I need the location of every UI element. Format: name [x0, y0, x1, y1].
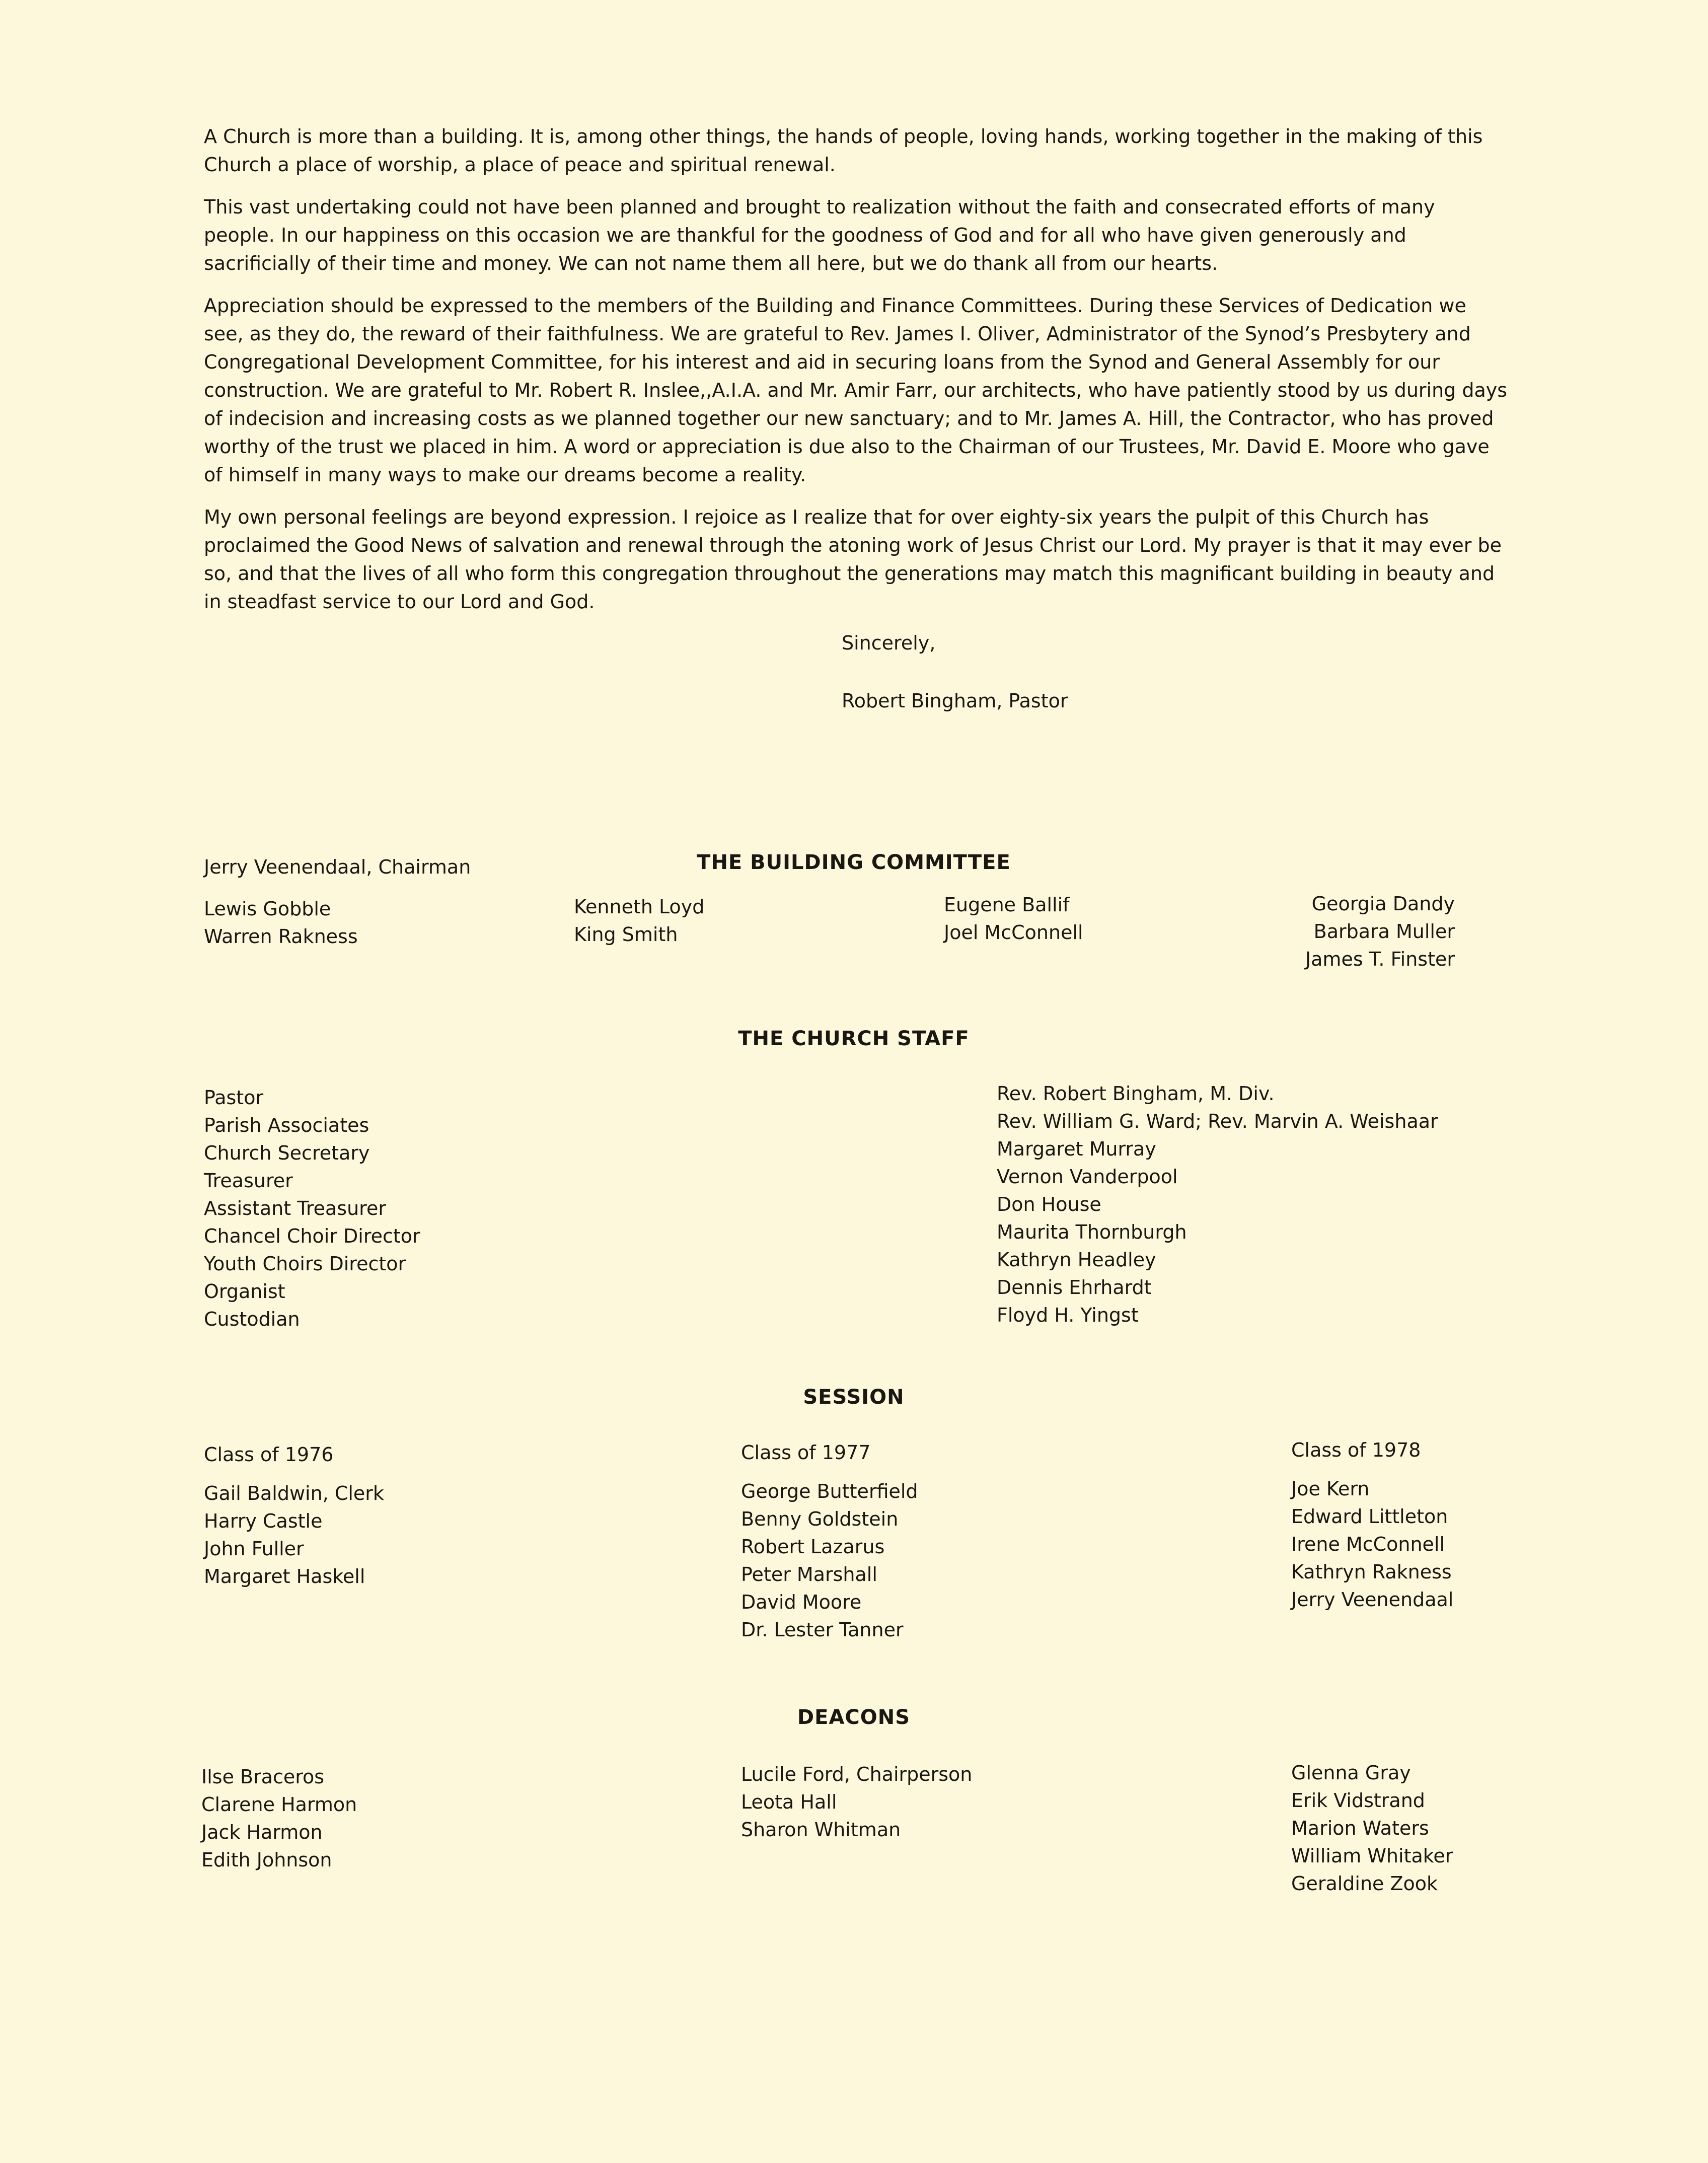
building-committee-column-3	[944, 891, 1083, 947]
deacon-name: Clarene Harmon	[201, 1793, 357, 1816]
staff-role: Organist	[204, 1280, 285, 1303]
church-staff-heading: THE CHURCH STAFF	[738, 1027, 970, 1050]
session-member: Gail Baldwin, Clerk	[204, 1482, 384, 1504]
staff-role: Chancel Choir Director	[204, 1225, 420, 1247]
session-member: Benny Goldstein	[741, 1508, 899, 1530]
committee-member: Barbara Muller	[1313, 920, 1455, 943]
committee-member: Georgia Dandy	[1311, 893, 1455, 915]
deacons-heading: DEACONS	[797, 1706, 911, 1729]
committee-member: Lewis Gobble	[204, 898, 331, 920]
committee-member: James T. Finster	[1305, 948, 1455, 970]
staff-name: Vernon Vanderpool	[997, 1166, 1178, 1188]
committee-member: Joel McConnell	[944, 921, 1083, 944]
deacon-name: Marion Waters	[1291, 1817, 1429, 1839]
staff-name: Rev. Robert Bingham, M. Div.	[997, 1083, 1275, 1105]
building-committee-column-2	[574, 893, 704, 949]
committee-member: Kenneth Loyd	[574, 896, 705, 918]
committee-member: King Smith	[574, 923, 678, 946]
staff-name: Floyd H. Yingst	[997, 1304, 1139, 1326]
staff-role: Church Secretary	[204, 1142, 370, 1164]
staff-name: Kathryn Headley	[997, 1249, 1156, 1271]
staff-role: Parish Associates	[204, 1114, 369, 1136]
session-member: Dr. Lester Tanner	[741, 1619, 904, 1641]
deacon-name: Sharon Whitman	[741, 1819, 901, 1841]
deacon-name: Geraldine Zook	[1291, 1872, 1438, 1895]
deacon-name: Glenna Gray	[1291, 1762, 1411, 1784]
deacon-name: Jack Harmon	[201, 1821, 323, 1843]
building-committee-chairman: Jerry Veenendaal, Chairman	[204, 856, 471, 878]
deacons-column-3	[1291, 1759, 1453, 1898]
letter-paragraph-1: A Church is more than a building. It is, among other things, the hands of people, loving hands, working together in the making of this Church a place of worship, a place of peace and spiritual renewal.	[204, 125, 1483, 176]
session-member: David Moore	[741, 1591, 862, 1613]
staff-name: Margaret Murray	[997, 1138, 1156, 1160]
building-committee-heading: THE BUILDING COMMITTEE	[697, 851, 1011, 874]
session-class-1976	[204, 1441, 384, 1591]
deacon-name: Leota Hall	[741, 1791, 837, 1813]
staff-role: Assistant Treasurer	[204, 1197, 386, 1219]
staff-name: Don House	[997, 1193, 1101, 1215]
staff-role: Custodian	[204, 1308, 300, 1330]
church-staff-roles	[204, 1084, 420, 1333]
session-member: Harry Castle	[204, 1510, 323, 1532]
class-title: Class of 1976	[204, 1444, 334, 1466]
letter-paragraph-2: This vast undertaking could not have been planned and brought to realization without the faith and consecrated efforts of many people. In our happiness on this occasion we are thankful for the goodness of God and for all who have given generously and sacrificially of their time and money. We can not name them all here, but we do thank all from our hearts.	[204, 196, 1435, 274]
staff-name: Dennis Ehrhardt	[997, 1276, 1152, 1299]
letter-signature: Robert Bingham, Pastor	[842, 690, 1068, 712]
session-member: Margaret Haskell	[204, 1565, 365, 1588]
staff-role: Youth Choirs Director	[204, 1253, 406, 1275]
letter-closing: Sincerely,	[842, 632, 936, 654]
session-member: Robert Lazarus	[741, 1536, 885, 1558]
deacon-name: William Whitaker	[1291, 1845, 1453, 1867]
deacons-column-1	[201, 1763, 357, 1874]
session-class-1978	[1291, 1436, 1453, 1614]
staff-role: Treasurer	[204, 1170, 293, 1192]
session-member: Kathryn Rakness	[1291, 1561, 1452, 1583]
committee-member: Warren Rakness	[204, 925, 358, 948]
session-member: Joe Kern	[1291, 1478, 1370, 1500]
session-heading: SESSION	[803, 1386, 905, 1409]
session-member: Edward Littleton	[1291, 1505, 1448, 1528]
session-member: John Fuller	[204, 1538, 304, 1560]
deacon-name: Edith Johnson	[201, 1849, 332, 1871]
staff-name: Rev. William G. Ward; Rev. Marvin A. Weishaar	[997, 1110, 1438, 1132]
committee-member: Eugene Ballif	[944, 894, 1070, 916]
deacon-name: Lucile Ford, Chairperson	[741, 1763, 973, 1785]
session-member: Jerry Veenendaal	[1291, 1589, 1454, 1611]
session-member: George Butterfield	[741, 1480, 918, 1502]
deacons-column-2	[741, 1761, 972, 1844]
building-committee-column-1	[204, 895, 358, 951]
session-member: Peter Marshall	[741, 1563, 877, 1585]
pastor-letter	[204, 122, 1508, 630]
deacon-name: Ilse Braceros	[201, 1766, 325, 1788]
session-member: Irene McConnell	[1291, 1533, 1445, 1555]
staff-role: Pastor	[204, 1087, 264, 1109]
class-title: Class of 1977	[741, 1441, 871, 1464]
deacon-name: Erik Vidstrand	[1291, 1789, 1425, 1812]
staff-name: Maurita Thornburgh	[997, 1221, 1187, 1243]
class-title: Class of 1978	[1291, 1439, 1421, 1461]
letter-paragraph-4: My own personal feelings are beyond expression. I rejoice as I realize that for over eighty-six years the pulpit of this Church has proclaimed the Good News of salvation and renewal through the atoning work of Jesus Christ our Lord. My prayer is that it may ever be so, and that the lives of all who form this congregation throughout the generations may match this magnificant building in beauty and in steadfast service to our Lord and God.	[204, 506, 1502, 613]
session-class-1977	[741, 1439, 918, 1644]
church-staff-names	[997, 1080, 1438, 1329]
building-committee-column-4	[1253, 890, 1455, 973]
letter-paragraph-3: Appreciation should be expressed to the members of the Building and Finance Committees. During these Services of Dedication we see, as they do, the reward of their faithfulness. We are grateful to Rev. James I. Oliver, Administrator of the Synod’s Presbytery and Congregational Development Committee, for his interest and aid in securing loans from the Synod and General Assembly for our construction. We are grateful to Mr. Robert R. Inslee,,A.I.A. and Mr. Amir Farr, our architects, who have patiently stood by us during days of indecision and increasing costs as we planned together our new sanctuary; and to Mr. James A. Hill, the Contractor, who has proved worthy of the trust we placed in him. A word or appreciation is due also to the Chairman of our Trustees, Mr. David E. Moore who gave of himself in many ways to make our dreams become a reality.	[204, 295, 1508, 486]
